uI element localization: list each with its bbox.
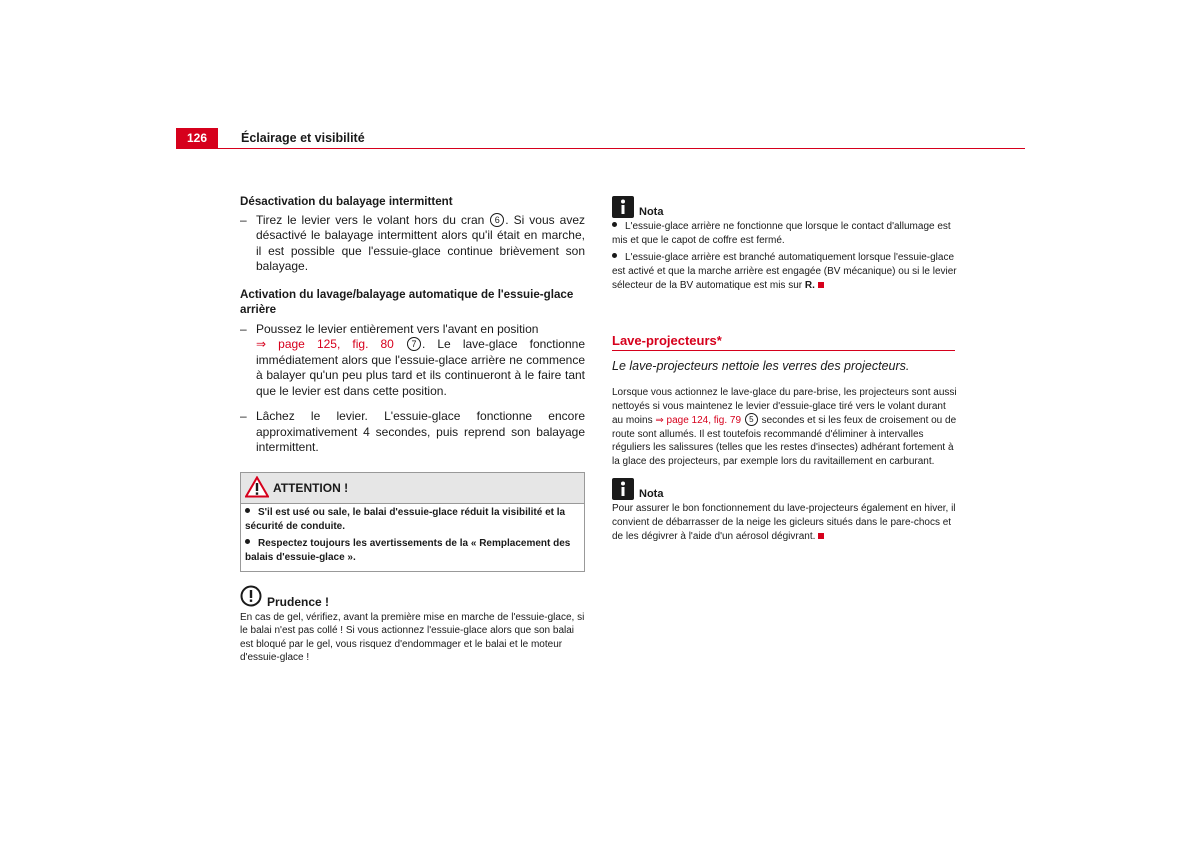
section-body: Lorsque vous actionnez le lave-glace du pare-brise, les projecteurs sont aussi nettoyés si vous maintenez le levier d'essuie-glace tiré vers le volant durant au moins ⇒ page 124, fig. 79 5 secondes et si les feux de croisement ou de route sont allumés. Il est toutefois recommandé d'éliminer à intervalles réguliers les salissures (telles que les restes d'insectes) adhérant fortement à la glace des projecteurs, par exemple lors du ravitaillement en carburant. <box>612 387 957 467</box>
section-rule <box>612 350 955 351</box>
attention-item-1: S'il est usé ou sale, le balai d'essuie-glace réduit la visibilité et la sécurité de conduite. <box>245 506 566 532</box>
activation-step-1: – Poussez le levier entièrement vers l'avant en position ⇒ page 125, fig. 80 7 . Le lave-glace fonctionne immédiatement alors que l'essuie-glace arrière ne commence à balayer qu'un peu plus tard et ils continueront à le faire tant que le levier est dans cette position. <box>240 321 585 398</box>
attention-box <box>240 472 585 572</box>
left-column <box>240 192 585 665</box>
attention-body <box>241 504 584 571</box>
prudence-title: Prudence ! <box>267 594 330 609</box>
activation-step-2: – Lâchez le levier. L'essuie-glace fonctionne encore approximativement 4 secondes, puis reprend son balayage intermittent. <box>240 409 585 454</box>
nota-header-1 <box>612 196 957 220</box>
chapter-title: Éclairage et visibilité <box>241 131 365 145</box>
info-icon <box>612 478 634 505</box>
activation-heading: Activation du lavage/balayage automatique de l'essuie-glace arrière <box>240 287 574 316</box>
deactivation-heading: Désactivation du balayage intermittent <box>240 195 453 208</box>
deactivation-step: – Tirez le levier vers le volant hors du cran 6 . Si vous avez désactivé le balayage intermittent alors qu'il était en marche, il est possible que l'essuie-glace continue brièvement son balayage. <box>240 212 585 273</box>
position-5-marker: 5 <box>745 413 758 426</box>
bullet-icon <box>612 253 617 258</box>
exclamation-circle-icon <box>240 585 262 612</box>
bullet-icon <box>245 539 250 544</box>
position-7-marker: 7 <box>407 337 421 351</box>
attention-header <box>241 473 584 504</box>
warning-triangle-icon <box>245 476 269 503</box>
red-square-icon <box>818 282 824 288</box>
info-icon <box>612 196 634 223</box>
nota-text-2: Pour assurer le bon fonctionnement du lave-projecteurs également en hiver, il convient de débarrasser de la neige les gicleurs situés dans le pare-chocs et de les dégivrer à l'aide d'un aérosol dégivrant. <box>612 503 956 542</box>
nota-item-1: L'essuie-glace arrière ne fonctionne que lorsque le contact d'allumage est mis et que le capot de coffre est fermé. <box>612 221 951 246</box>
nota-header-2 <box>612 478 957 502</box>
red-square-icon <box>818 533 824 539</box>
nota-body-2 <box>612 502 957 544</box>
bullet-icon <box>245 508 250 513</box>
page-number: 126 <box>176 128 218 148</box>
nota-body-1 <box>612 220 957 293</box>
nota-title-2: Nota <box>639 488 664 500</box>
prudence-header <box>240 585 585 607</box>
right-column <box>612 196 957 547</box>
page-125-link[interactable]: ⇒ page 125, fig. 80 <box>256 337 394 351</box>
nota-title-1: Nota <box>639 206 664 218</box>
section-title: Lave-projecteurs* <box>612 333 722 348</box>
header-rule <box>176 148 1025 149</box>
nota-item-2: L'essuie-glace arrière est branché automatiquement lorsque l'essuie-glace est activé et que la marche arrière est engagée (BV mécanique) ou si le levier sélecteur de la BV automatique est mis sur R. <box>612 252 957 291</box>
prudence-text: En cas de gel, vérifiez, avant la première mise en marche de l'essuie-glace, si le balai n'est pas collé ! Si vous actionnez l'essuie-glace alors que son balai est bloqué par le gel, vous risquez d'endommager et le balai et le moteur d'essuie-glace ! <box>240 611 585 663</box>
section-intro: Le lave-projecteurs nettoie les verres des projecteurs. <box>612 359 910 373</box>
attention-title: ATTENTION ! <box>273 480 349 495</box>
page-124-link[interactable]: ⇒ page 124, fig. 79 <box>655 415 742 426</box>
attention-item-2: Respectez toujours les avertissements de la « Remplacement des balais d'essuie-glace ». <box>245 537 571 563</box>
position-6-marker: 6 <box>490 213 504 227</box>
